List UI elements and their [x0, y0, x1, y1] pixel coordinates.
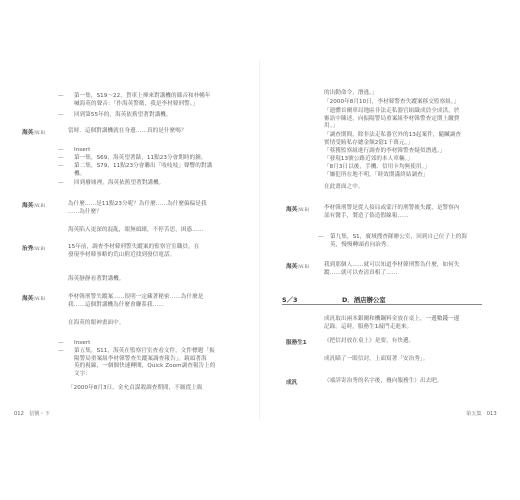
text-line: 成汎取出兩本銀爾和機鋼料金放在桌上，一邊數錢一邊: [324, 316, 460, 322]
text-line: 用。」: [324, 123, 339, 130]
text-line: 審訊中陳述，向振陽警局重案組李材韓警查定期上繳費: [324, 115, 460, 122]
dialogue-line: 我……這個對講機為什麼會聯系我……: [68, 301, 164, 308]
dialogue-line: 《把信封放在桌上》是要，有快遞。: [324, 338, 415, 344]
dialogue-line: （端詳寄治秀的名字後，疊向服務生）出去吧。: [324, 378, 443, 384]
dialogue-line: ……為什麼？: [68, 208, 102, 215]
speaker-suffix: (W.B): [33, 131, 46, 136]
text-line: 「嫌犯所在地不明，「時效期滿終結調查」: [324, 172, 429, 178]
text-line: 回到廢墟裡，海英依舊望著對講機。: [74, 180, 165, 186]
text-line: 文字：: [74, 370, 91, 377]
bullet-dash: —: [58, 93, 64, 99]
text-line: 海英靜靜看著對講機。: [68, 276, 125, 282]
dialogue-line: 李材韓刑警失蹤案……很明一定藏著秘密……為什麼是: [68, 294, 204, 300]
text-line: 第一集，S19～22，貨車上揮來對講機的篩音和朴暢年: [74, 93, 211, 99]
text-line: 「蔡獲監察組進行調查的李材韓警查疑似潛逃。」: [324, 148, 446, 154]
left-page: [0, 0, 259, 500]
speaker-label: 海英: [22, 203, 34, 209]
text-line: 回到第55年的，海英依舊望著對講機。: [74, 112, 172, 118]
text-line: 海英陷入更深的混亂，眼無頭緒，不停苦思，困惑……: [68, 227, 204, 233]
bullet-dash: —: [58, 180, 64, 186]
text-line: 在海英的眼神畫面中。: [68, 320, 125, 326]
text-line: 機。: [74, 170, 86, 177]
speaker-name: [286, 262, 309, 270]
speaker-label: 成汎: [286, 380, 298, 386]
speaker-name: [22, 128, 45, 136]
dialogue-line: 我到那個人……就可以知道李材韓刑警為什麼，如何失: [324, 262, 460, 268]
speaker-suffix: (W.B): [297, 265, 310, 270]
text-line: 的出動命令，潛逃。」: [324, 90, 378, 96]
dialogue-line: 為什麼……是11點23分呢？為什麼……為什麼偏偏是我: [68, 201, 207, 207]
speaker-name: [286, 378, 297, 386]
dialogue-line: 部有醫手，製造了偽造假線報……: [324, 212, 409, 219]
text-line: Insert: [74, 147, 91, 153]
speaker-label: 海英: [22, 296, 34, 302]
scene-number: S／3: [282, 296, 298, 304]
text-line: 陽警局重案組李材韓警查失蹤案調查報告」。鏡頭著海: [74, 355, 207, 362]
bullet-dash: —: [58, 155, 64, 161]
speaker-label: 海英: [286, 207, 298, 213]
scene-heading: D．酒店辦公室: [342, 296, 386, 304]
speaker-suffix: (W.B): [33, 204, 46, 209]
text-line: 「發現13號公路近郊的本人車輛。」: [324, 156, 414, 162]
speaker-label: 治秀: [22, 246, 34, 252]
speaker-name: [22, 201, 45, 209]
speaker-suffix: (W.B): [297, 208, 310, 213]
text-line: 「遺體首爾車局地區非法走私器官組織成員全成洪，於: [324, 108, 460, 114]
page-folio: 012 信號・下: [14, 411, 50, 417]
dialogue-line: 當時．這個對講機就在身邊……真的是什麼嗎？: [68, 128, 187, 134]
text-line: 喊海英的聲音：「作海英警衛，我是李材韓刑警。」: [74, 100, 199, 107]
text-line: Insert: [74, 340, 91, 346]
right-page: [260, 0, 520, 500]
bullet-dash: —: [58, 348, 64, 354]
text-line: 實情受賄私存總金額2億1千萬元。」: [324, 139, 414, 146]
text-line: 第九集，S1，廣域搜查隊辦公室，回到自己位子上的海: [330, 234, 468, 240]
text-line: 在此畫面之中。: [324, 184, 364, 190]
bullet-dash: —: [58, 340, 64, 346]
speaker-suffix: (W.B): [33, 247, 46, 252]
dialogue-line: 蹤……就可以查清真相了……: [324, 269, 398, 276]
dialogue-line: 發現李材韓事略的荒山附近找到發信電話。: [68, 251, 176, 258]
dialogue-line: 李材韓刑警是從人接局或蒙汗的刑警後失蹤，是警察內: [324, 205, 460, 211]
page-folio: 第五集 013: [466, 411, 497, 417]
speaker-name: [22, 244, 45, 252]
bullet-dash: —: [58, 147, 64, 153]
speaker-label: 海英: [286, 264, 298, 270]
text-line: 「調查期間，除非法走私器官外的13起案件，隨贓調查: [324, 132, 462, 138]
text-line: 成汎瞄了一眼信封，上面寫著「安治秀」。: [324, 356, 429, 362]
speaker-label: 服務生1: [286, 340, 307, 346]
bullet-dash: —: [318, 234, 324, 240]
text-line: 記錄。這時，服務生1敲門走進來。: [324, 323, 413, 330]
text-line: 第一集，S69，海英望著錶，11點23分會期時的鐘。: [74, 155, 207, 161]
speaker-name: [286, 338, 307, 346]
speaker-name: [286, 205, 309, 213]
speaker-suffix: (W.B): [33, 297, 46, 302]
text-line: 英，慢慢轉頭看向治秀。: [330, 241, 393, 248]
text-line: 「8月3日以後，手機、信用卡均無使用。」: [324, 164, 431, 170]
text-line: 第五集，S11，海英在監察官室查看文件，文件標題「振: [74, 348, 215, 354]
text-line: 「2000年8月10日，李材韓警查失蹤案移交監察組。」: [324, 99, 460, 105]
bullet-dash: —: [58, 112, 64, 118]
text-line: 「2000年8月3日，金允貞謀殺調查期間，不願從上級: [68, 385, 203, 391]
dialogue-line: 15年前，調查李材韓刑警失蹤案的監察官室職員，在: [68, 244, 200, 250]
text-line: 第二集，S79，11點23分會聯出「吱吱吱」聲響的對講: [74, 163, 213, 169]
speaker-name: [22, 294, 45, 302]
text-line: 英的視線，一個個快速轉閱，Quick Zoom調查報告上的: [74, 363, 216, 370]
speaker-label: 海英: [22, 130, 34, 136]
scene-rule: [282, 304, 482, 305]
bullet-dash: —: [58, 163, 64, 169]
